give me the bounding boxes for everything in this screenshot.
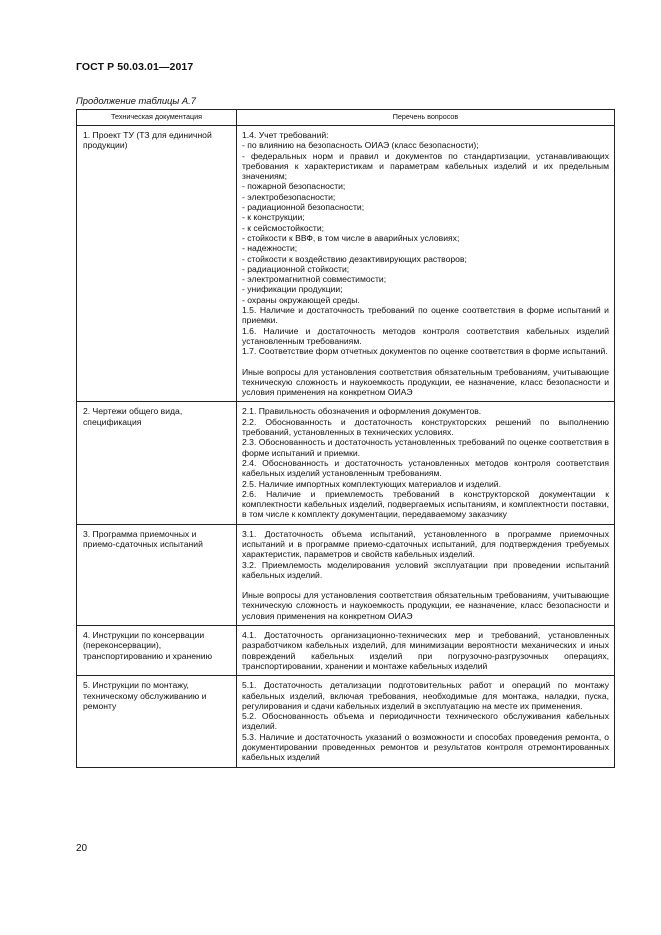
question-item: 1.4. Учет требований: — [242, 130, 329, 140]
questions-cell — [237, 524, 615, 625]
question-item: 5.2. Обоснованность объема и периодичности технического обслуживания кабельных изделий. — [242, 711, 609, 732]
table-row — [77, 126, 615, 402]
table-caption: Продолжение таблицы А.7 — [76, 95, 196, 106]
table-row — [77, 626, 615, 676]
documentation-cell: 5. Инструкции по монтажу, техническому обслуживанию и ремонту — [77, 676, 237, 767]
documentation-cell: 4. Инструкции по консервации (переконсервации), транспортированию и хранению — [77, 626, 237, 676]
question-item: - электробезопасности; — [242, 191, 336, 202]
question-item: 2.5. Наличие импортных комплектующих материалов и изделий. — [242, 478, 501, 489]
question-item: 2.3. Обоснованность и достаточность установленных требований по оценке соответствия в форме испытаний и приемки. — [242, 437, 609, 458]
question-item: 2.2. Обоснованность и достаточность конструкторских решений по выполнению требований, установленных в технических условиях. — [242, 416, 609, 438]
question-item: Иные вопросы для установления соответствия обязательным требованиям, учитывающие техническую сложность и наукоемкость продукции, ее назначение, класс безопасности и условия применения на конкретном ОИАЭ — [242, 590, 609, 621]
column-header-documentation: Техническая документация — [77, 110, 237, 126]
paragraph-gap — [242, 357, 609, 367]
documentation-cell: 2. Чертежи общего вида, спецификация — [77, 402, 237, 524]
question-item: 1.6. Наличие и достаточность методов контроля соответствия кабельных изделий установленным требованиям. — [242, 325, 609, 346]
column-header-questions: Перечень вопросов — [237, 110, 615, 126]
question-item: 3.2. Приемлемость моделирования условий эксплуатации при проведении испытаний кабельных изделий. — [242, 559, 609, 580]
question-item: - стойкости к ВВФ, в том числе в аварийных условиях; — [242, 232, 460, 243]
documentation-cell: 1. Проект ТУ (ТЗ для единичной продукции) — [77, 126, 237, 402]
question-item: - федеральных норм и правил и документов по стандартизации, устанавливающих требования к характеристикам и параметрам кабельных изделий и их предельным значениям; — [242, 150, 609, 182]
question-item: - радиационной безопасности; — [242, 202, 365, 213]
paragraph-gap — [242, 580, 609, 590]
table-row — [77, 524, 615, 625]
question-item: Иные вопросы для установления соответствия обязательным требованиям, учитывающие техническую сложность и наукоемкость продукции, ее назначение, класс безопасности и условия применения на конкретном ОИАЭ — [242, 366, 609, 398]
question-item: 5.1. Достаточность детализации подготовительных работ и операций по монтажу кабельных изделий, включая требования, необходимые для монтажа, наладки, пуска, регулирования и сдачи кабельных изделий в эксплуатацию на месте их применения. — [242, 680, 609, 711]
question-item: 2.6. Наличие и приемлемость требований в конструкторской документации к комплектности кабельных изделий, подвергаемых испытаниям, и комплектности поставки, в том числе к комплекту документации, передаваемому заказчику — [242, 488, 609, 520]
question-item: 4.1. Достаточность организационно-технических мер и требований, установленных разработчиком кабельных изделий, для минимизации вероятности механических и иных повреждений кабельных изделий при погрузочно-разгрузочных операциях, транспортировании, хранении и монтаже кабельных изделий — [242, 630, 609, 671]
question-item: - к конструкции; — [242, 212, 305, 223]
table-body — [77, 126, 615, 768]
documentation-cell: 3. Программа приемочных и приемо-сдаточных испытаний — [77, 524, 237, 625]
table-row — [77, 676, 615, 767]
requirements-table — [76, 109, 615, 768]
question-item: - стойкости к воздействию дезактивирующих растворов; — [242, 253, 467, 264]
question-item: - к сейсмостойкости; — [242, 222, 325, 233]
questions-cell — [237, 126, 615, 402]
table-header-row — [77, 110, 615, 126]
questions-cell — [237, 676, 615, 767]
question-item: 2.1. Правильность обозначения и оформления документов. — [242, 406, 482, 417]
question-item: - охраны окружающей среды. — [242, 294, 360, 305]
document-id: ГОСТ Р 50.03.01—2017 — [76, 61, 194, 73]
question-item: - по влиянию на безопасность ОИАЭ (класс безопасности); — [242, 140, 479, 151]
question-item: 5.3. Наличие и достаточность указаний о возможности и способах проведения ремонта, о документировании проведенных ремонтов и результатов контроля отремонтированных кабельных изделий — [242, 731, 609, 763]
question-item: - унификации продукции; — [242, 284, 343, 295]
question-item: - радиационной стойкости; — [242, 263, 350, 274]
question-item: 3.1. Достаточность объема испытаний, установленного в программе приемочных испытаний и в программе приемо-сдаточных испытаний, для подтверждения требуемых характеристик, параметров и свойств кабельных изделий. — [242, 528, 609, 560]
question-item: - пожарной безопасности; — [242, 181, 346, 192]
page-number: 20 — [76, 843, 88, 854]
question-item: - надежности; — [242, 243, 298, 254]
question-item: 1.7. Соответствие форм отчетных документов по оценке соответствия в форме испытаний. — [242, 346, 608, 357]
questions-cell — [237, 402, 615, 524]
question-item: 2.4. Обоснованность и достаточность установленных методов контроля соответствия кабельных изделий установленным требованиям. — [242, 457, 609, 479]
table-row — [77, 402, 615, 524]
question-item: 1.5. Наличие и достаточность требований по оценке соответствия в форме испытаний и приемки. — [242, 305, 609, 326]
question-item: - электромагнитной совместимости; — [242, 274, 387, 285]
questions-cell — [237, 626, 615, 676]
